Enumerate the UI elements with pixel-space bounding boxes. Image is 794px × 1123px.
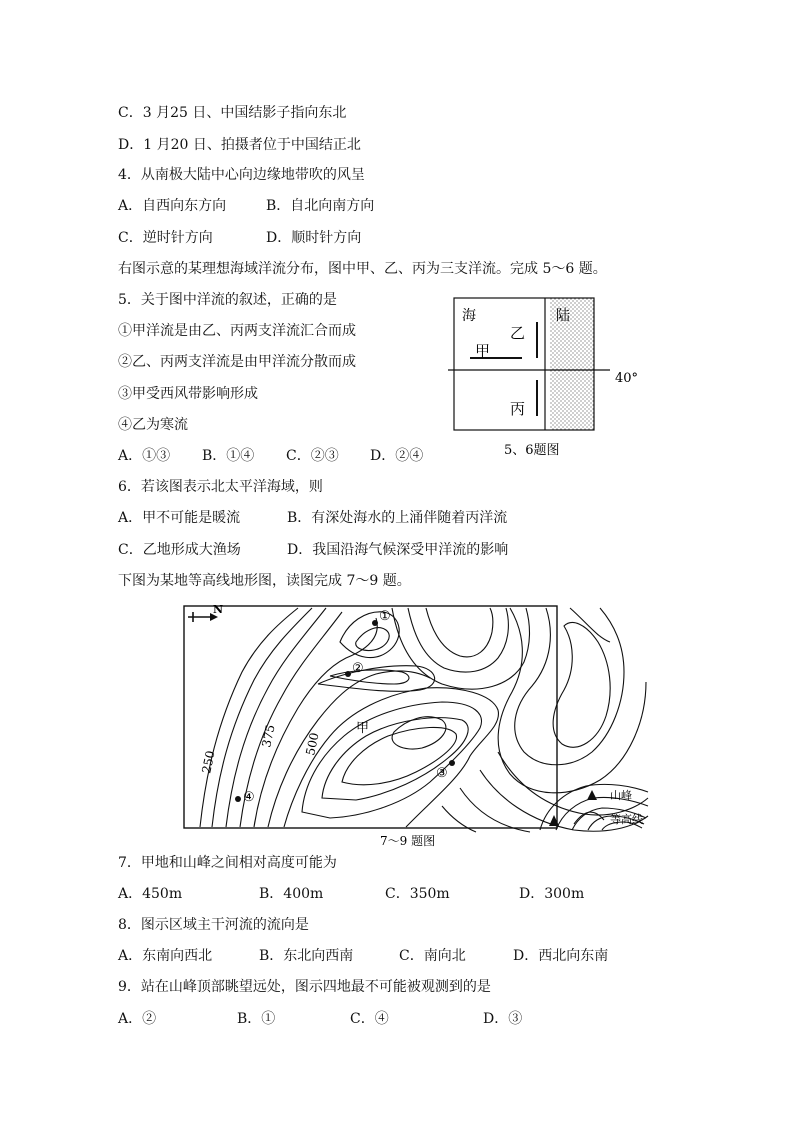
legend-contour-label: 等高线: [610, 813, 643, 826]
jia-label: 甲: [475, 342, 491, 360]
contour-label-250: 250: [199, 749, 218, 775]
point-2-label: ②: [352, 661, 364, 676]
q9-option-b: B．①: [237, 1011, 276, 1027]
q4-option-c: C．逆时针方向: [118, 230, 213, 246]
q5-statement-4: ④乙为寒流: [118, 417, 188, 433]
q7-option-b: B．400m: [259, 886, 324, 902]
q8-option-b: B．东北向西南: [259, 948, 354, 964]
q5-option-b: B．①④: [202, 448, 255, 464]
contour-label-500: 500: [303, 731, 322, 757]
sea-label: 海: [462, 308, 476, 324]
q6-stem: 6．若该图表示北太平洋海域，则: [118, 479, 323, 495]
figure-5-6-caption: 5、6题图: [504, 443, 560, 458]
contour-lines: [200, 608, 648, 832]
q8-option-c: C．南向北: [399, 948, 466, 964]
q5-option-c: C．②③: [286, 448, 339, 464]
q3-option-d: D．1 月20 日、拍摄者位于中国结正北: [118, 137, 361, 153]
intro-7-9: 下图为某地等高线地形图，读图完成 7～9 题。: [118, 573, 411, 589]
q7-option-d: D．300m: [519, 886, 585, 902]
north-label: N: [213, 603, 224, 616]
q9-option-d: D．③: [483, 1011, 523, 1027]
q5-statement-3: ③甲受西风带影响形成: [118, 386, 258, 402]
bing-label: 丙: [510, 400, 526, 418]
point-3-label: ③: [436, 766, 448, 781]
legend-peak-label: 山峰: [610, 789, 632, 802]
q5-statement-1: ①甲洋流是由乙、丙两支洋流汇合而成: [118, 323, 356, 339]
latitude-label: 40°: [615, 371, 639, 386]
point-3-dot: [449, 760, 455, 766]
q9-option-a: A．②: [118, 1011, 157, 1027]
contour-label-375: 375: [259, 723, 278, 749]
q6-option-d: D．我国沿海气候深受甲洋流的影响: [287, 542, 509, 558]
q7-option-a: A．450m: [118, 886, 183, 902]
ocean-current-figure: [448, 292, 648, 462]
intro-5-6: 右图示意的某理想海域洋流分布，图中甲、乙、丙为三支洋流。完成 5～6 题。: [118, 261, 607, 277]
legend-peak-icon: [587, 790, 597, 800]
q4-option-b: B．自北向南方向: [266, 198, 375, 214]
q5-option-a: A．①③: [118, 448, 171, 464]
figure-7-9-caption: 7～9 题图: [380, 834, 436, 848]
point-2-dot: [345, 671, 351, 677]
q8-stem: 8．图示区域主干河流的流向是: [118, 917, 309, 933]
q9-option-c: C．④: [350, 1011, 389, 1027]
q3-option-c: C．3 月25 日、中国结影子指向东北: [118, 105, 347, 121]
land-label: 陆: [556, 308, 570, 324]
q7-option-c: C．350m: [385, 886, 450, 902]
point-1-dot: [372, 620, 378, 626]
q4-option-a: A．自西向东方向: [118, 198, 227, 214]
q4-stem: 4．从南极大陆中心向边缘地带吹的风呈: [118, 167, 365, 183]
q8-option-d: D．西北向东南: [513, 948, 609, 964]
point-4-dot: [235, 796, 241, 802]
q6-option-a: A．甲不可能是暖流: [118, 510, 241, 526]
contour-map-figure: [180, 602, 655, 852]
yi-label: 乙: [510, 324, 526, 342]
q5-stem: 5．关于图中洋流的叙述，正确的是: [118, 292, 337, 308]
q4-option-d: D．顺时针方向: [266, 230, 362, 246]
q5-statement-2: ②乙、丙两支洋流是由甲洋流分散而成: [118, 354, 356, 370]
q7-stem: 7．甲地和山峰之间相对高度可能为: [118, 855, 337, 871]
place-jia-label: 甲: [356, 721, 370, 736]
point-1-label: ①: [379, 609, 391, 624]
point-4-label: ④: [243, 790, 255, 805]
q8-option-a: A．东南向西北: [118, 948, 213, 964]
q6-option-b: B．有深处海水的上涌伴随着丙洋流: [287, 510, 508, 526]
q5-option-d: D．②④: [370, 448, 424, 464]
q9-stem: 9．站在山峰顶部眺望远处，图示四地最不可能被观测到的是: [118, 979, 491, 995]
q6-option-c: C．乙地形成大渔场: [118, 542, 241, 558]
